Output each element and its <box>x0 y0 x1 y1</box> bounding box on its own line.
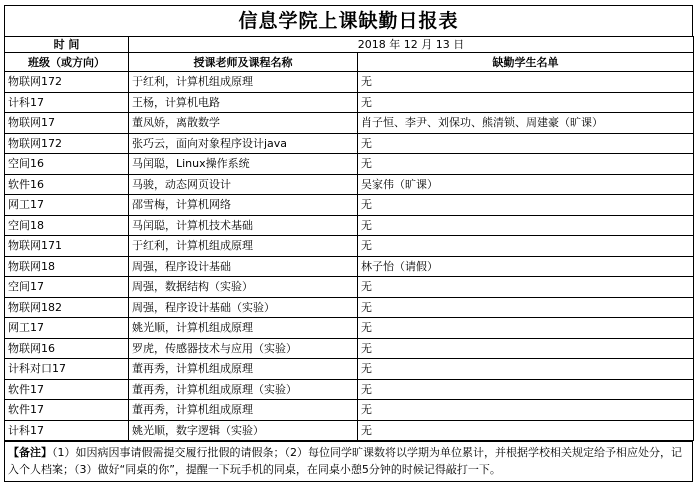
absent-cell: 无 <box>358 400 694 421</box>
class-cell: 网工17 <box>5 195 129 216</box>
course-cell: 董再秀，计算机组成原理 <box>129 400 358 421</box>
absent-cell: 无 <box>358 338 694 359</box>
absent-cell: 无 <box>358 359 694 380</box>
table-row <box>5 154 694 175</box>
table-row <box>5 133 694 154</box>
absence-table <box>4 36 694 441</box>
table-row <box>5 318 694 339</box>
absent-cell: 无 <box>358 379 694 400</box>
table-row <box>5 195 694 216</box>
class-cell: 空间17 <box>5 277 129 298</box>
table-row <box>5 236 694 257</box>
table-row <box>5 92 694 113</box>
class-cell: 物联网16 <box>5 338 129 359</box>
course-cell: 周强，程序设计基础（实验） <box>129 297 358 318</box>
class-cell: 物联网172 <box>5 72 129 93</box>
table-row <box>5 256 694 277</box>
course-cell: 于红利，计算机组成原理 <box>129 72 358 93</box>
course-cell: 马闰聪，Linux操作系统 <box>129 154 358 175</box>
date-label: 时 间 <box>5 37 129 53</box>
absent-cell: 无 <box>358 154 694 175</box>
table-row <box>5 379 694 400</box>
remarks-text: （1）如因病因事请假需提交履行批假的请假条；（2）每位同学旷课数将以学期为单位累计，并根据学校相关规定给予相应处分，记入个人档案；（3）做好“同桌的你”，提醒一下玩手机的同桌，在同桌小憩5分钟的时候记得敲打一下。 <box>8 446 682 476</box>
class-cell: 软件17 <box>5 400 129 421</box>
course-cell: 周强，程序设计基础 <box>129 256 358 277</box>
date-row <box>5 37 694 53</box>
column-header-absent: 缺勤学生名单 <box>358 53 694 72</box>
absent-cell: 肖子恒、李尹、刘保功、熊清锁、周建豪（旷课） <box>358 113 694 134</box>
absent-cell: 无 <box>358 297 694 318</box>
remarks-label: 【备注】 <box>8 446 52 459</box>
note-table <box>4 441 693 482</box>
course-cell: 马闰聪，计算机技术基础 <box>129 215 358 236</box>
absent-cell: 林子怡（请假） <box>358 256 694 277</box>
course-cell: 董凤娇，离散数学 <box>129 113 358 134</box>
course-cell: 周强，数据结构（实验） <box>129 277 358 298</box>
course-cell: 罗虎，传感器技术与应用（实验） <box>129 338 358 359</box>
column-header-class: 班级（或方向） <box>5 53 129 72</box>
table-row <box>5 359 694 380</box>
course-cell: 马骏，动态网页设计 <box>129 174 358 195</box>
course-cell: 董再秀，计算机组成原理（实验） <box>129 379 358 400</box>
column-header-course: 授课老师及课程名称 <box>129 53 358 72</box>
class-cell: 物联网17 <box>5 113 129 134</box>
table-row <box>5 174 694 195</box>
table-row <box>5 420 694 441</box>
absent-cell: 无 <box>358 195 694 216</box>
table-row <box>5 338 694 359</box>
table-row <box>5 277 694 298</box>
absent-cell: 无 <box>358 92 694 113</box>
class-cell: 网工17 <box>5 318 129 339</box>
class-cell: 软件17 <box>5 379 129 400</box>
table-row <box>5 72 694 93</box>
course-cell: 王杨，计算机电路 <box>129 92 358 113</box>
class-cell: 物联网171 <box>5 236 129 257</box>
course-cell: 于红利，计算机组成原理 <box>129 236 358 257</box>
class-cell: 物联网18 <box>5 256 129 277</box>
table-row <box>5 113 694 134</box>
absent-cell: 吴家伟（旷课） <box>358 174 694 195</box>
remarks-cell <box>5 442 693 482</box>
absent-cell: 无 <box>358 277 694 298</box>
course-cell: 邵雪梅，计算机网络 <box>129 195 358 216</box>
class-cell: 计科17 <box>5 420 129 441</box>
course-cell: 姚光顺，计算机组成原理 <box>129 318 358 339</box>
class-cell: 物联网182 <box>5 297 129 318</box>
class-cell: 计科17 <box>5 92 129 113</box>
absence-report-sheet <box>4 5 693 482</box>
absent-cell: 无 <box>358 318 694 339</box>
absent-cell: 无 <box>358 420 694 441</box>
table-row <box>5 297 694 318</box>
absent-cell: 无 <box>358 72 694 93</box>
class-cell: 物联网172 <box>5 133 129 154</box>
class-cell: 软件16 <box>5 174 129 195</box>
absent-cell: 无 <box>358 215 694 236</box>
absent-cell: 无 <box>358 133 694 154</box>
table-row <box>5 215 694 236</box>
date-value: 2018 年 12 月 13 日 <box>129 37 694 53</box>
course-cell: 张巧云，面向对象程序设计java <box>129 133 358 154</box>
table-row <box>5 400 694 421</box>
course-cell: 董再秀，计算机组成原理 <box>129 359 358 380</box>
class-cell: 空间18 <box>5 215 129 236</box>
header-row <box>5 53 694 72</box>
absent-cell: 无 <box>358 236 694 257</box>
class-cell: 空间16 <box>5 154 129 175</box>
class-cell: 计科对口17 <box>5 359 129 380</box>
report-title: 信息学院上课缺勤日报表 <box>4 5 693 36</box>
course-cell: 姚光顺，数字逻辑（实验） <box>129 420 358 441</box>
